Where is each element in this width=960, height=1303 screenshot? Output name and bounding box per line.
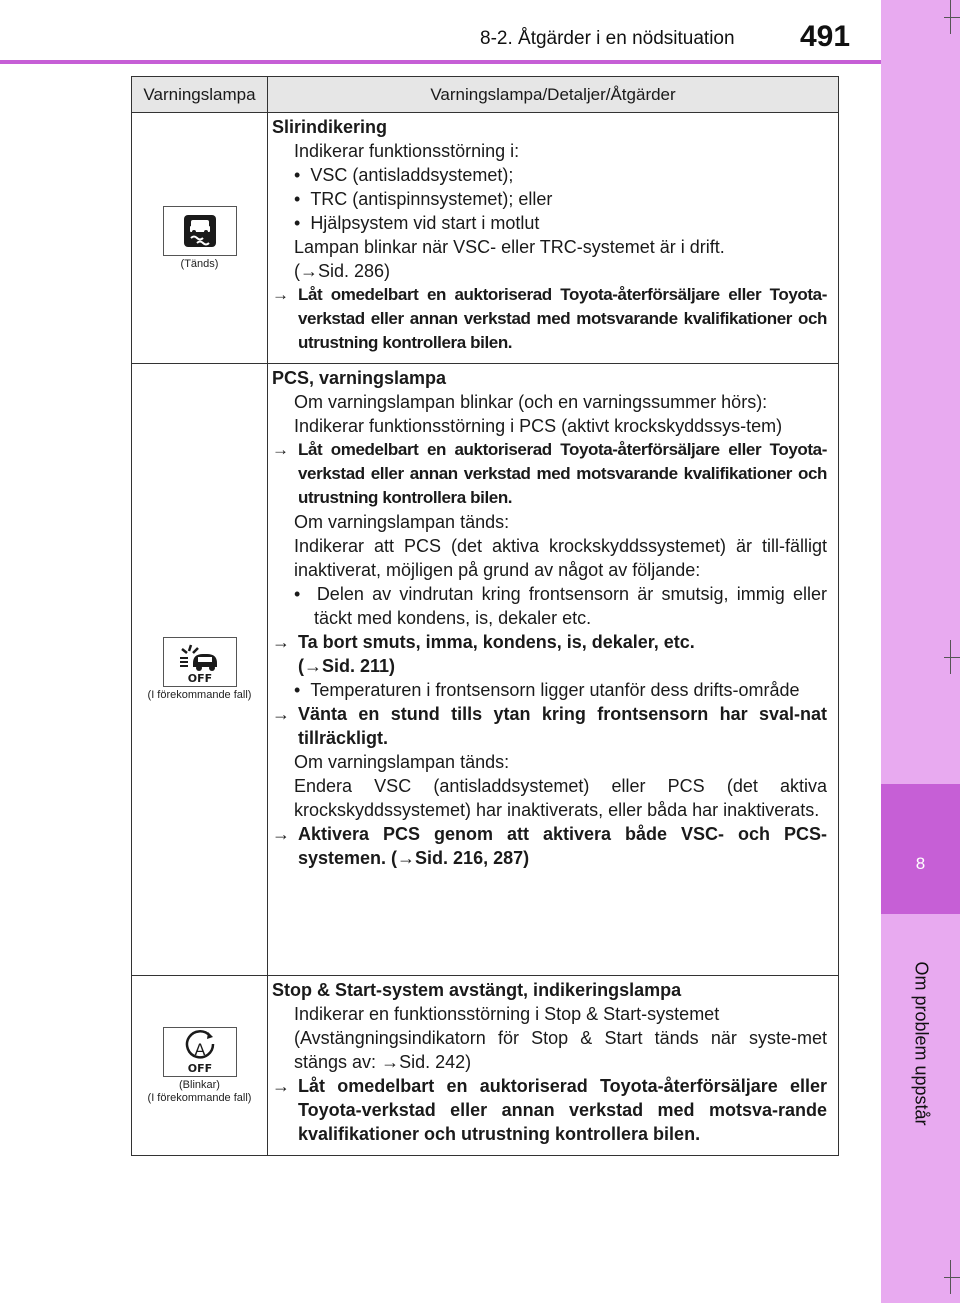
action-item	[272, 283, 827, 355]
ref-text[interactable]: Sid. 286)	[318, 261, 391, 281]
action-item	[272, 438, 827, 510]
stop-start-off-icon	[180, 1030, 220, 1074]
ref-text[interactable]: Sid. 216, 287)	[415, 848, 530, 868]
action-text: Ta bort smuts, imma, kondens, is, dekaler, etc.	[298, 632, 695, 652]
ref-paren: (	[298, 656, 304, 676]
list-item-text: Delen av vindrutan kring frontsensorn är smutsig, immig eller täckt med kondens, is, dekaler etc.	[314, 584, 827, 628]
ref-text[interactable]: Sid. 211)	[322, 656, 396, 676]
action-text: Aktivera PCS genom att aktivera både VSC- och PCS-systemen. (	[298, 824, 827, 868]
list-item-text: Temperaturen i frontsensorn ligger utanför dess drifts-område	[310, 680, 800, 700]
page-reference	[272, 259, 827, 283]
ref-arrow-icon: →	[381, 1052, 400, 1072]
lamp-cell	[132, 976, 268, 1156]
ref-paren: (	[294, 261, 300, 281]
column-header-details: Varningslampa/Detaljer/Åtgärder	[268, 77, 839, 113]
lamp-frame	[163, 206, 237, 256]
action-arrow-icon: →	[272, 440, 289, 459]
lamp-caption: (Tänds)	[180, 257, 219, 270]
list-item-text: TRC (antispinnsystemet); eller	[310, 189, 553, 209]
text-line: Indikerar funktionsstörning i:	[294, 141, 520, 161]
detail-cell	[268, 976, 839, 1156]
text-line: Indikerar en funktionsstörning i Stop & Start-systemet	[294, 1004, 720, 1024]
crop-mark	[944, 17, 960, 18]
ref-text[interactable]: Sid. 242)	[399, 1052, 472, 1072]
table-row	[132, 364, 839, 976]
action-arrow-icon: →	[272, 824, 290, 844]
action-text: Vänta en stund tills ytan kring frontsensorn har sval-nat tillräckligt.	[298, 704, 827, 748]
lamp-frame	[163, 1027, 237, 1077]
action-text: Låt omedelbart en auktoriserad Toyota-återförsäljare eller Toyota-verkstad eller annan verkstad med motsvarande kvalifikationer och utrustning kontrollera bilen.	[298, 285, 827, 352]
lamp-caption: (I förekommande fall)	[147, 1091, 252, 1104]
table-row	[132, 976, 839, 1156]
text-line	[272, 1026, 827, 1074]
action-arrow-icon: →	[272, 1076, 290, 1096]
action-text: Låt omedelbart en auktoriserad Toyota-återförsäljare eller Toyota-verkstad eller annan verkstad med motsva-rande kvalifikationer och utrustning kontrollera bilen.	[298, 1076, 827, 1144]
ref-arrow-icon: →	[397, 848, 416, 868]
action-arrow-icon: →	[272, 285, 289, 304]
action-item	[272, 630, 827, 678]
text-line: Indikerar funktionsstörning i PCS (aktivt krockskyddssys-tem)	[294, 416, 783, 436]
crop-mark	[944, 1277, 960, 1278]
action-arrow-icon: →	[272, 632, 290, 652]
row-title: Slirindikering	[272, 117, 388, 137]
chapter-tab[interactable]	[881, 784, 960, 914]
lamp-cell	[132, 113, 268, 364]
chapter-label: Om problem uppstår	[911, 961, 932, 1126]
list-item: • TRC (antispinnsystemet); eller	[294, 189, 553, 209]
list-item: • Delen av vindrutan kring frontsensorn är smutsig, immig eller täckt med kondens, is, dekaler etc.	[294, 584, 827, 628]
pcs-off-icon	[177, 641, 223, 683]
text-line: Om varningslampan tänds:	[294, 512, 510, 532]
lamp-frame	[163, 637, 237, 687]
table-row	[132, 113, 839, 364]
action-item	[272, 702, 827, 750]
svg-text:A: A	[194, 1039, 205, 1059]
chapter-label-box	[906, 928, 936, 1168]
lamp-cell	[132, 364, 268, 976]
list-item: • Hjälpsystem vid start i motlut	[294, 213, 540, 233]
page-number: 491	[800, 20, 851, 53]
ref-arrow-icon: →	[300, 261, 318, 281]
text-line: Lampan blinkar när VSC- eller TRC-systemet är i drift.	[294, 237, 725, 257]
lamp-caption: (Blinkar)	[179, 1078, 220, 1091]
row-title: PCS, varningslampa	[272, 368, 447, 388]
action-text: Låt omedelbart en auktoriserad Toyota-återförsäljare eller Toyota-verkstad eller annan verkstad med motsvarande kvalifikationer och utrustning kontrollera bilen.	[298, 440, 827, 507]
slip-indicator-icon	[182, 213, 218, 249]
section-title: 8-2. Åtgärder i en nödsituation	[480, 28, 735, 49]
action-item	[272, 822, 827, 870]
action-item	[272, 1074, 827, 1146]
ref-arrow-icon: →	[304, 656, 322, 676]
chapter-number: 8	[915, 854, 926, 873]
row-title: Stop & Start-system avstängt, indikeringslampa	[272, 980, 682, 1000]
lamp-caption: (I förekommande fall)	[147, 689, 252, 701]
list-item-text: Hjälpsystem vid start i motlut	[310, 213, 540, 233]
svg-text:OFF: OFF	[187, 672, 212, 683]
header-rule	[0, 60, 881, 64]
list-item-text: VSC (antisladdsystemet);	[310, 165, 514, 185]
column-header-lamp: Varningslampa	[132, 77, 268, 113]
text-line: Om varningslampan tänds:	[294, 752, 510, 772]
crop-mark	[944, 657, 960, 658]
list-item: • VSC (antisladdsystemet);	[294, 165, 514, 185]
text-line: Om varningslampan blinkar (och en varningssummer hörs):	[294, 392, 768, 412]
svg-text:OFF: OFF	[187, 1061, 212, 1074]
text-span: (Avstängningsindikatorn för Stop & Start tänds när syste-met stängs av:	[294, 1028, 827, 1072]
action-arrow-icon: →	[272, 704, 290, 724]
table-header-row	[132, 77, 839, 113]
warning-lamp-table	[131, 76, 839, 1156]
list-item: • Temperaturen i frontsensorn ligger utanför dess drifts-område	[294, 680, 800, 700]
text-line: Endera VSC (antisladdsystemet) eller PCS (det aktiva krockskyddssystemet) har inaktiverats, eller båda har inaktiverats.	[294, 776, 827, 820]
detail-cell	[268, 364, 839, 976]
text-line: Indikerar att PCS (det aktiva krockskyddssystemet) är till-fälligt inaktiverat, möjligen på grund av något av följande:	[294, 536, 827, 580]
detail-cell	[268, 113, 839, 364]
